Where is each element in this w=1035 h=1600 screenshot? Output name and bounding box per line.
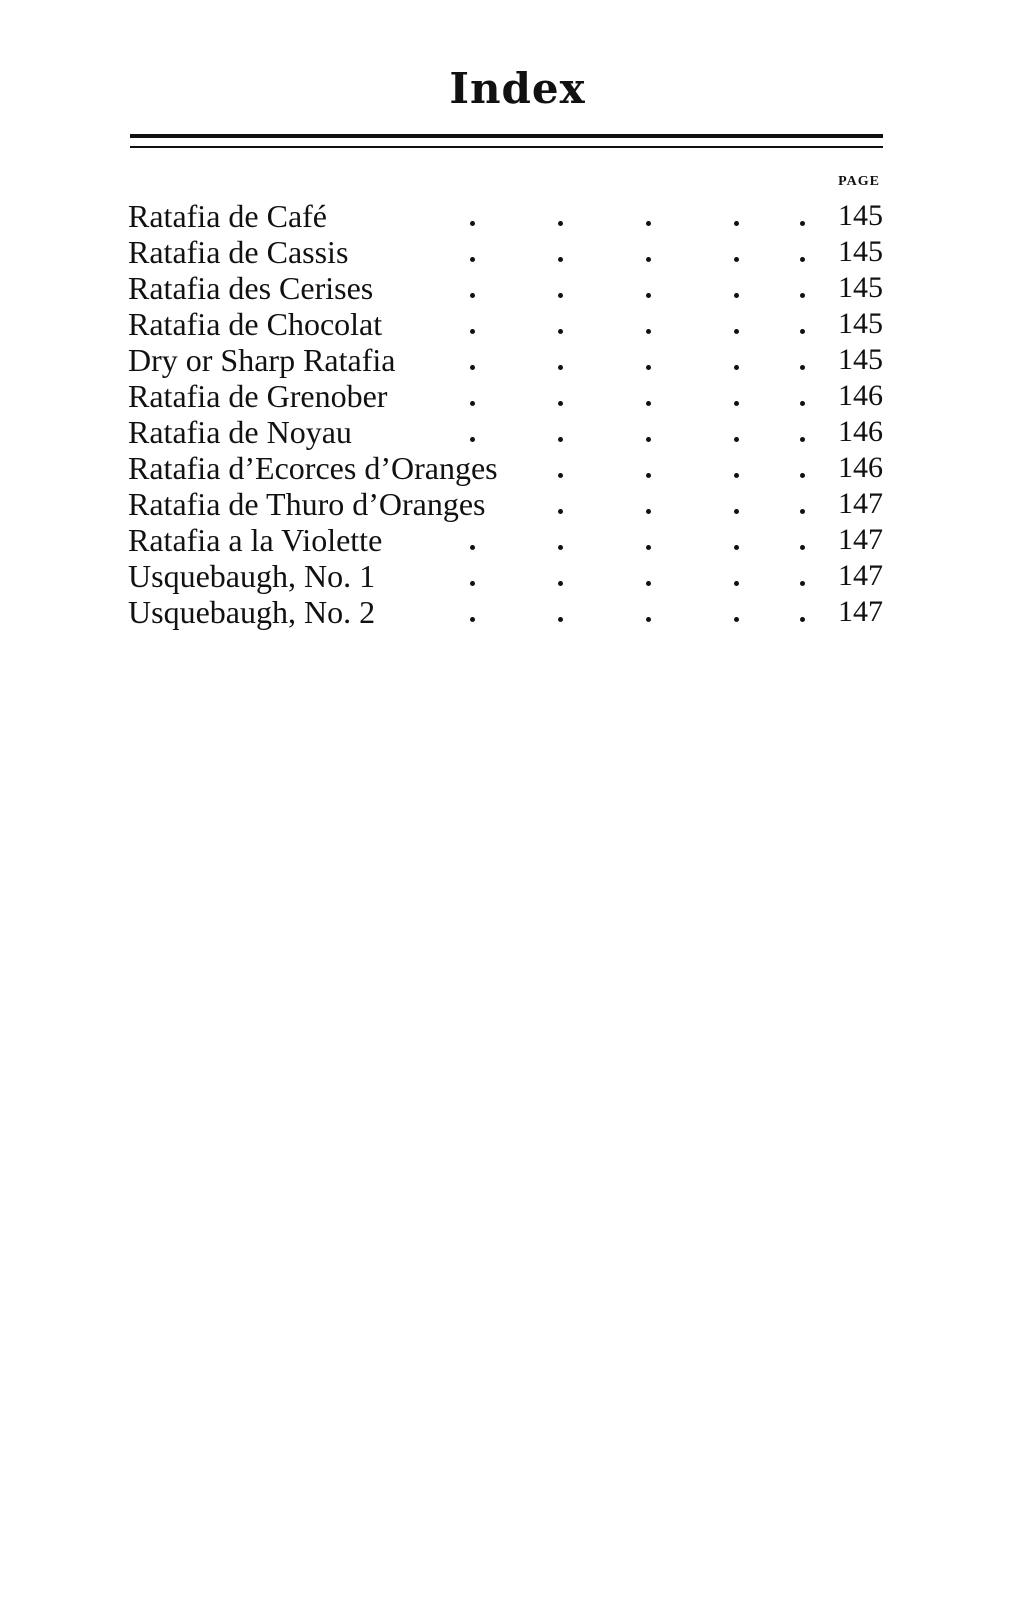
entry-page-number: 145 [838,235,883,268]
entry-title: Usquebaugh, No. 2 [128,594,381,630]
index-entry [128,522,883,558]
entry-page-number: 147 [838,559,883,592]
entry-page-number: 147 [838,595,883,628]
entry-page-number: 145 [838,343,883,376]
entry-page-number: 147 [838,523,883,556]
index-entry [128,306,883,342]
entry-page-number: 146 [838,379,883,412]
entry-page-number: 145 [838,307,883,340]
entry-page-number: 145 [838,199,883,232]
entry-title: Ratafia a la Violette [128,522,388,558]
entry-title: Ratafia de Noyau [128,414,358,450]
entry-page-number: 147 [838,487,883,520]
entry-title: Ratafia de Grenober [128,378,393,414]
title-rule-thick [130,134,883,138]
entry-title: Ratafia de Chocolat [128,306,388,342]
index-entry [128,558,883,594]
index-entry [128,486,883,522]
index-entry [128,450,883,486]
entry-page-number: 146 [838,415,883,448]
entry-title: Dry or Sharp Ratafia [128,342,401,378]
entry-title: Usquebaugh, No. 1 [128,558,381,594]
index-entry [128,198,883,234]
entry-page-number: 145 [838,271,883,304]
title-rule-thin [130,146,883,148]
index-entry [128,414,883,450]
entry-title: Ratafia de Café [128,198,333,234]
entry-page-number: 146 [838,451,883,484]
page-title: Index [449,64,586,113]
entry-title: Ratafia des Cerises [128,270,379,306]
entry-title: Ratafia de Thuro d’Oranges [128,486,492,522]
index-entry [128,378,883,414]
index-entry [128,234,883,270]
index-entry [128,594,883,630]
page-column-header: PAGE [838,174,880,189]
index-entry [128,270,883,306]
index-entry-list [128,198,883,630]
index-entry [128,342,883,378]
entry-title: Ratafia d’Ecorces d’Oranges [128,450,504,486]
entry-title: Ratafia de Cassis [128,234,354,270]
